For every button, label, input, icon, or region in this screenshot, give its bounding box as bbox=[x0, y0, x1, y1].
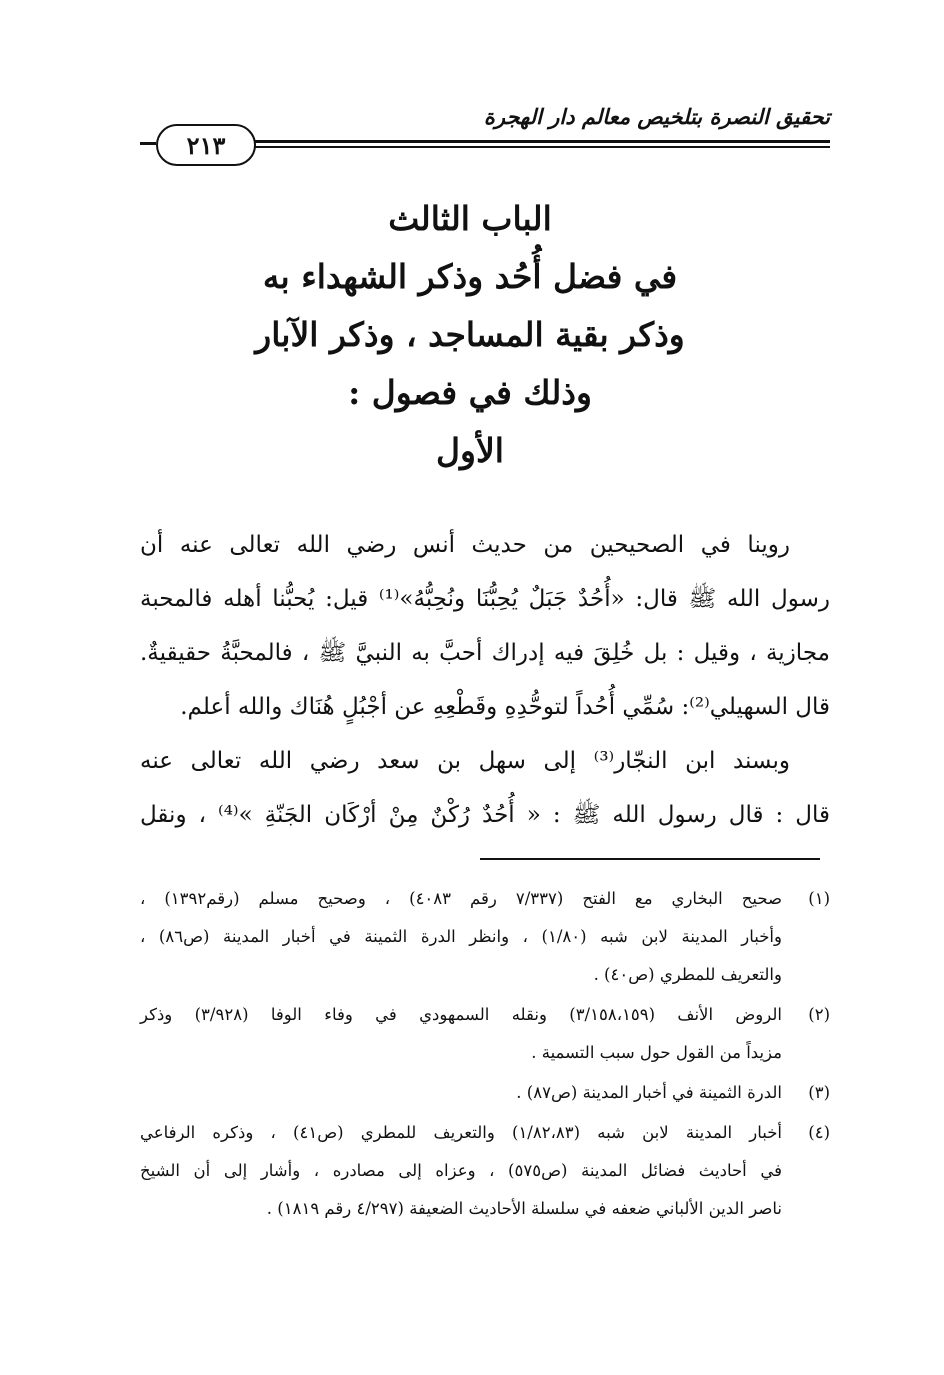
body-line: روينا في الصحيحين من حديث أنس رضي الله تعالى عنه أن bbox=[140, 532, 790, 558]
running-title: تحقيق النصرة بتلخيص معالم دار الهجرة bbox=[483, 104, 830, 129]
body-line: رسول الله ﷺ قال: «أُحُدٌ جَبَلٌ يُحِبُّنَا ونُحِبُّهُ»⁽¹⁾ قيل: يُحبُّنا أهله فالمحبة bbox=[140, 586, 830, 612]
running-header bbox=[140, 100, 830, 160]
body-line: قال : قال رسول الله ﷺ : « أُحُدٌ رُكْنٌ مِنْ أرْكَان الجَنّةِ »⁽⁴⁾ ، ونقل bbox=[140, 802, 830, 828]
chapter-title: الباب الثالث bbox=[388, 199, 552, 238]
footnote-line: صحيح البخاري مع الفتح (٧/٣٣٧ رقم ٤٠٨٣) ، وصحيح مسلم (رقم١٣٩٢) ، bbox=[140, 889, 783, 908]
body-line: مجازية ، وقيل : بل خُلِقَ فيه إدراك أحبَّ به النبيَّ ﷺ ، فالمحبَّةُ حقيقيةٌ. bbox=[140, 640, 830, 666]
header-rule-thin bbox=[252, 146, 830, 148]
footnote-line: مزيداً من القول حول سبب التسمية . bbox=[531, 1043, 782, 1062]
footnote-line: أخبار المدينة لابن شبه (١/٨٢،٨٣) والتعريف للمطري (ص٤١) ، وذكره الرفاعي bbox=[140, 1123, 782, 1142]
footnotes bbox=[140, 880, 830, 1230]
body-line: قال السهيلي⁽²⁾: سُمِّي أُحُداً لتوحُّدِهِ وقَطْعِهِ عن أجْبُلٍ هُنَاك والله أعلم. bbox=[180, 694, 830, 720]
footnote bbox=[140, 1114, 830, 1228]
page-number: ٢١٣ bbox=[156, 124, 256, 166]
chapter-subtitle-line: وذلك في فصول : bbox=[348, 373, 592, 412]
footnote-number: (٢) bbox=[808, 1005, 830, 1024]
header-rule-thick bbox=[252, 140, 830, 143]
body-text bbox=[140, 518, 830, 842]
section-title: الأول bbox=[436, 431, 504, 470]
footnote-line: الدرة الثمينة في أخبار المدينة (ص٨٧) . bbox=[516, 1083, 782, 1102]
body-line: وبسند ابن النجّار⁽³⁾ إلى سهل بن سعد رضي الله تعالى عنه bbox=[140, 748, 790, 774]
chapter-subtitle-line: وذكر بقية المساجد ، وذكر الآبار bbox=[255, 315, 685, 354]
footnote-line: ناصر الدين الألباني ضعفه في سلسلة الأحاديث الضعيفة (٤/٢٩٧ رقم ١٨١٩) . bbox=[266, 1199, 782, 1218]
footnote-line: والتعريف للمطري (ص٤٠) . bbox=[593, 965, 782, 984]
header-rule-left bbox=[140, 142, 156, 145]
footnote bbox=[140, 1074, 830, 1112]
chapter-heading bbox=[150, 190, 790, 480]
footnote bbox=[140, 996, 830, 1072]
chapter-subtitle-line: في فضل أُحُد وذكر الشهداء به bbox=[262, 257, 678, 296]
footnote-separator bbox=[480, 858, 820, 860]
footnote-line: وأخبار المدينة لابن شبه (١/٨٠) ، وانظر الدرة الثمينة في أخبار المدينة (ص٨٦) ، bbox=[140, 927, 782, 946]
footnote-line: الروض الأنف (٣/١٥٨،١٥٩) ونقله السمهودي في وفاء الوفا (٣/٩٢٨) وذكر bbox=[140, 1005, 782, 1024]
footnote bbox=[140, 880, 830, 994]
footnote-number: (٣) bbox=[808, 1083, 830, 1102]
footnote-line: في أحاديث فضائل المدينة (ص٥٧٥) ، وعزاه إلى مصادره ، وأشار إلى أن الشيخ bbox=[140, 1161, 782, 1180]
footnote-number: (١) bbox=[808, 889, 830, 908]
footnote-number: (٤) bbox=[808, 1123, 830, 1142]
